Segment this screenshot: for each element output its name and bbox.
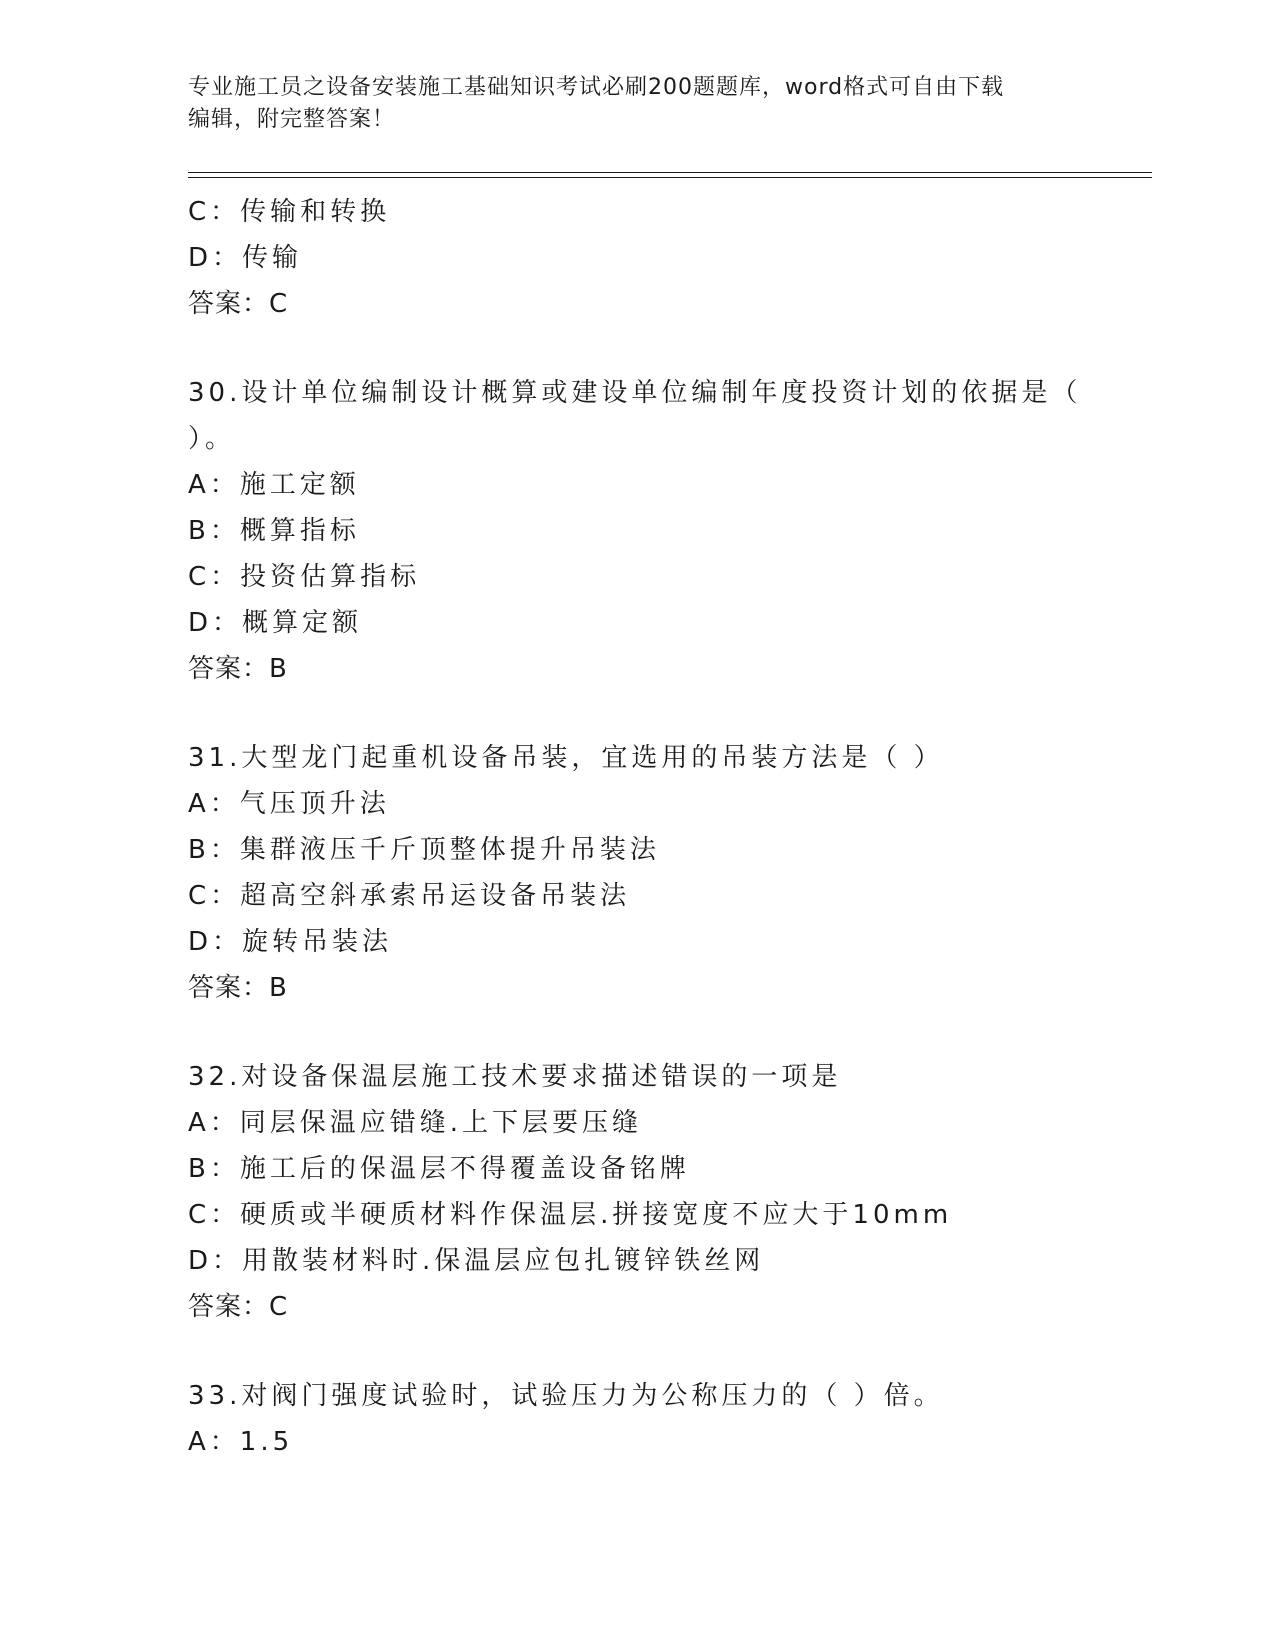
header-line-1: 专业施工员之设备安装施工基础知识考试必刷200题题库，word格式可自由下载 xyxy=(188,75,1005,100)
header-divider-top xyxy=(188,172,1152,173)
option-c: C：传输和转换 xyxy=(188,197,391,227)
question-stem-continued: ）。 xyxy=(188,424,236,454)
option-d: D：旋转吊装法 xyxy=(188,927,393,957)
spacer xyxy=(188,1011,1152,1054)
question-32 xyxy=(188,1054,1152,1330)
question-stem: 31.大型龙门起重机设备吊装，宜选用的吊装方法是（ ） xyxy=(188,743,944,773)
question-30 xyxy=(188,370,1152,692)
option-a: A：1.5 xyxy=(188,1427,294,1457)
header-line-2: 编辑，附完整答案！ xyxy=(188,107,396,132)
option-b: B：施工后的保温层不得覆盖设备铭牌 xyxy=(188,1154,690,1184)
option-b: B：概算指标 xyxy=(188,516,360,546)
spacer xyxy=(188,327,1152,370)
option-b: B：集群液压千斤顶整体提升吊装法 xyxy=(188,835,660,865)
question-29 xyxy=(188,189,1152,327)
option-d: D：传输 xyxy=(188,243,303,273)
spacer xyxy=(188,1330,1152,1373)
option-d: D：概算定额 xyxy=(188,608,363,638)
answer: 答案：B xyxy=(188,973,288,1003)
spacer xyxy=(188,692,1152,735)
option-d: D：用散装材料时.保温层应包扎镀锌铁丝网 xyxy=(188,1246,765,1276)
option-a: A：气压顶升法 xyxy=(188,789,390,819)
question-33 xyxy=(188,1373,1152,1465)
option-c: C：投资估算指标 xyxy=(188,562,421,592)
answer: 答案：C xyxy=(188,1292,289,1322)
question-31 xyxy=(188,735,1152,1011)
question-stem: 32.对设备保温层施工技术要求描述错误的一项是 xyxy=(188,1062,842,1092)
document-header xyxy=(188,72,1088,136)
question-stem: 33.对阀门强度试验时，试验压力为公称压力的（ ）倍。 xyxy=(188,1381,944,1411)
option-a: A：同层保温应错缝.上下层要压缝 xyxy=(188,1108,643,1138)
question-list xyxy=(188,189,1152,1465)
answer: 答案：C xyxy=(188,289,289,319)
question-stem: 30.设计单位编制设计概算或建设单位编制年度投资计划的依据是（ xyxy=(188,378,1082,408)
header-divider-bottom xyxy=(188,177,1152,178)
answer: 答案：B xyxy=(188,654,288,684)
option-c: C：超高空斜承索吊运设备吊装法 xyxy=(188,881,631,911)
option-c: C：硬质或半硬质材料作保温层.拼接宽度不应大于10mm xyxy=(188,1200,953,1230)
option-a: A：施工定额 xyxy=(188,470,360,500)
